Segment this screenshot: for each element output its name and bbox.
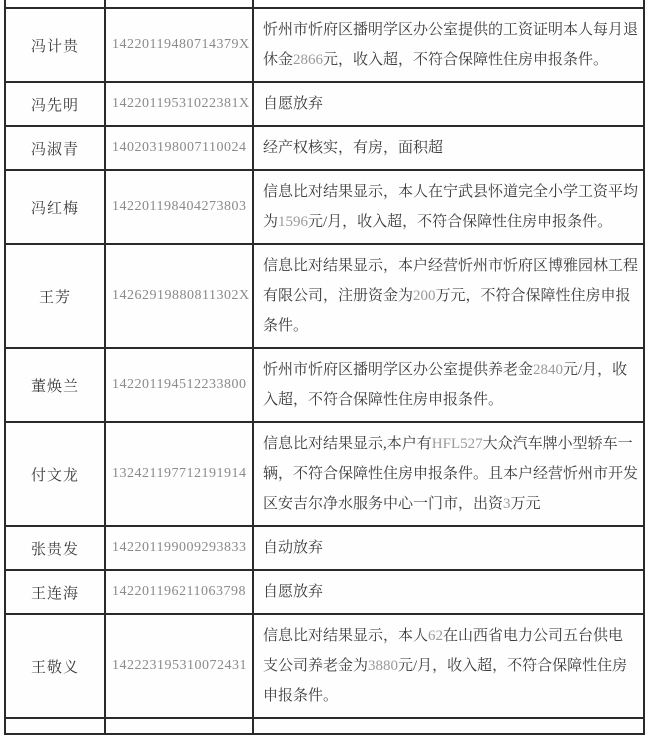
id-cell-empty xyxy=(105,718,253,734)
table-row-partial-top xyxy=(5,0,644,8)
rejection-reason: 自愿放弃 xyxy=(253,82,644,126)
applicant-name: 冯先明 xyxy=(5,82,105,126)
applicant-name: 冯红梅 xyxy=(5,170,105,244)
rejection-reason: 信息比对结果显示，本人62在山西省电力公司五台供电支公司养老金为3880元/月，收入超，不符合保障性住房申报条件。 xyxy=(253,614,644,718)
table-row xyxy=(5,348,644,422)
name-cell-empty xyxy=(5,0,105,8)
numeric-fragment: 62 xyxy=(428,628,444,644)
table-row-partial-bottom xyxy=(5,718,644,734)
reason-cell-empty xyxy=(253,0,644,8)
applicant-name: 王芳 xyxy=(5,244,105,348)
table-row xyxy=(5,614,644,718)
id-number: 14262919880811302X xyxy=(105,244,253,348)
applicant-name: 王敬义 xyxy=(5,614,105,718)
eligibility-review-table xyxy=(4,0,645,735)
applicant-name: 董焕兰 xyxy=(5,348,105,422)
numeric-fragment: HFL527 xyxy=(431,436,483,452)
table-wrap xyxy=(4,0,643,735)
id-number: 14220119531022381X xyxy=(105,82,253,126)
numeric-fragment: 1596 xyxy=(278,214,309,230)
table-row xyxy=(5,170,644,244)
rejection-reason: 自愿放弃 xyxy=(253,570,644,614)
id-number: 142201194512233800 xyxy=(105,348,253,422)
table-row xyxy=(5,570,644,614)
table-row xyxy=(5,8,644,82)
reason-cell-empty xyxy=(253,718,644,734)
rejection-reason: 忻州市忻府区播明学区办公室提供的工资证明本人每月退休金2866元，收入超，不符合保障性住房申报条件。 xyxy=(253,8,644,82)
numeric-fragment: 200 xyxy=(413,288,436,304)
applicant-name: 冯计贵 xyxy=(5,8,105,82)
rejection-reason: 经产权核实，有房，面积超 xyxy=(253,126,644,170)
applicant-name: 付文龙 xyxy=(5,422,105,526)
numeric-fragment: 3 xyxy=(503,496,511,512)
table-row xyxy=(5,422,644,526)
id-number: 14220119480714379X xyxy=(105,8,253,82)
numeric-fragment: 2866 xyxy=(293,52,324,68)
rejection-reason: 忻州市忻府区播明学区办公室提供养老金2840元/月，收入超，不符合保障性住房申报条件。 xyxy=(253,348,644,422)
rejection-reason: 自动放弃 xyxy=(253,526,644,570)
table-row xyxy=(5,82,644,126)
name-cell-empty xyxy=(5,718,105,734)
applicant-name: 冯淑青 xyxy=(5,126,105,170)
table-row xyxy=(5,526,644,570)
table-body xyxy=(5,0,644,734)
id-number: 142223195310072431 xyxy=(105,614,253,718)
table-row xyxy=(5,126,644,170)
table-row xyxy=(5,244,644,348)
id-number: 142201198404273803 xyxy=(105,170,253,244)
applicant-name: 张贵发 xyxy=(5,526,105,570)
rejection-reason: 信息比对结果显示,本户有HFL527大众汽车牌小型轿车一辆，不符合保障性住房申报条件。且本户经营忻州市开发区安吉尔净水服务中心一门市，出资3万元 xyxy=(253,422,644,526)
id-cell-empty xyxy=(105,0,253,8)
numeric-fragment: 2840 xyxy=(533,362,564,378)
rejection-reason: 信息比对结果显示，本户经营忻州市忻府区博雅园林工程有限公司，注册资金为200万元，不符合保障性住房申报条件。 xyxy=(253,244,644,348)
id-number: 132421197712191914 xyxy=(105,422,253,526)
applicant-name: 王连海 xyxy=(5,570,105,614)
id-number: 140203198007110024 xyxy=(105,126,253,170)
rejection-reason: 信息比对结果显示，本人在宁武县怀道完全小学工资平均为1596元/月，收入超，不符合保障性住房申报条件。 xyxy=(253,170,644,244)
id-number: 142201196211063798 xyxy=(105,570,253,614)
id-number: 142201199009293833 xyxy=(105,526,253,570)
numeric-fragment: 3880 xyxy=(368,658,399,674)
